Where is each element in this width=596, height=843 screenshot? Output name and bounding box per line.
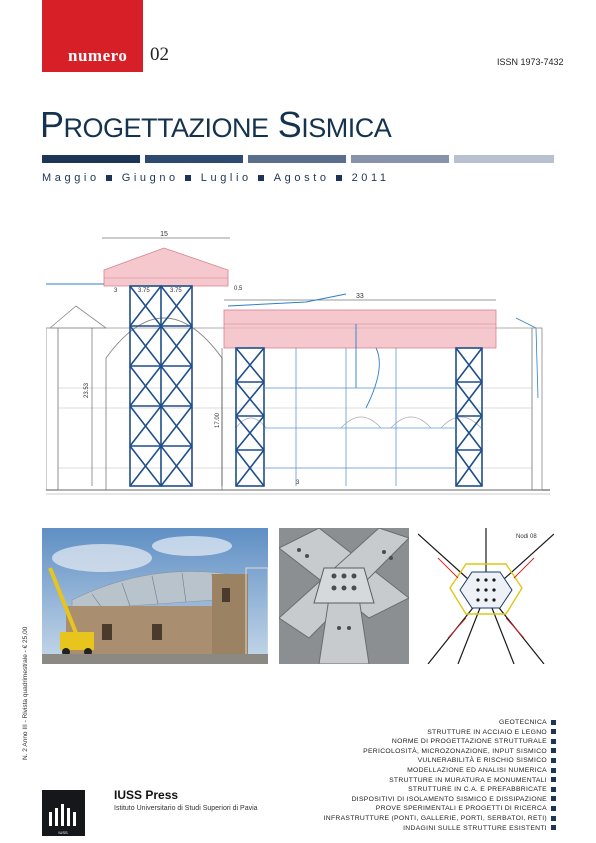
bullet-square-icon [551, 748, 556, 753]
topic-label: PERICOLOSITÀ, MICROZONAZIONE, INPUT SISMICO [363, 747, 547, 755]
title-first-rest: ROGETTAZIONE [63, 113, 269, 143]
date-separator [336, 175, 342, 181]
joint-detail-drawing [418, 528, 554, 664]
topic-label: INFRASTRUTTURE (PONTI, GALLERIE, PORTI, SERBATOI, RETI) [323, 814, 547, 822]
topic-item [324, 814, 556, 824]
bullet-square-icon [551, 816, 556, 821]
dim-c: 3.75 [170, 288, 182, 294]
dim-height-left: 23.53 [84, 382, 90, 398]
bullet-square-icon [551, 768, 556, 773]
topic-label: GEOTECNICA [499, 719, 547, 726]
iuss-logo [42, 790, 85, 836]
date-month-3: Luglio [200, 172, 252, 184]
topic-item [324, 728, 556, 738]
color-bar-4 [351, 155, 449, 163]
bullet-square-icon [551, 787, 556, 792]
topic-label: VULNERABILITÀ E RISCHIO SISMICO [417, 757, 547, 765]
issn: ISSN 1973-7432 [497, 57, 564, 67]
steel-joint-photo [279, 528, 409, 664]
bullet-square-icon [551, 777, 556, 782]
topic-item [324, 776, 556, 786]
topic-list [324, 718, 556, 833]
bullet-square-icon [551, 806, 556, 811]
topic-item [324, 804, 556, 814]
logo-text: IUSS [58, 830, 68, 835]
topic-label: STRUTTURE IN ACCIAIO E LEGNO [427, 728, 547, 736]
bullet-square-icon [551, 739, 556, 744]
date-year: 2011 [351, 172, 390, 184]
topic-label: STRUTTURE IN C.A. E PREFABBRICATE [408, 786, 547, 794]
topic-item [324, 766, 556, 776]
dim-top: 15 [160, 231, 168, 238]
topic-item [324, 718, 556, 728]
date-month-1: Maggio [42, 172, 100, 184]
topic-item [324, 737, 556, 747]
topic-label: NORME DI PROGETTAZIONE STRUTTURALE [391, 738, 547, 746]
topic-label: STRUTTURE IN MURATURA E MONUMENTALI [389, 776, 547, 784]
bullet-square-icon [551, 796, 556, 801]
detail-label: Nodi 08 [516, 534, 537, 540]
color-bar-5 [454, 155, 554, 163]
date-month-2: Giugno [121, 172, 179, 184]
topic-label: MODELLAZIONE ED ANALISI NUMERICA [407, 766, 547, 774]
date-separator [258, 175, 264, 181]
issue-label: numero [68, 46, 128, 65]
date-separator [106, 175, 112, 181]
magazine-title [40, 104, 560, 148]
bullet-square-icon [551, 825, 556, 830]
date-separator [185, 175, 191, 181]
dim-d: 0.5 [234, 286, 243, 292]
bullet-square-icon [551, 720, 556, 725]
color-bar-1 [42, 155, 140, 163]
title-second-initial: S [277, 104, 302, 145]
dim-b: 3.75 [138, 288, 150, 294]
title-first-initial: P [40, 104, 64, 145]
dim-span: 33 [356, 293, 364, 300]
bullet-square-icon [551, 758, 556, 763]
date-month-4: Agosto [273, 172, 330, 184]
color-bar-2 [145, 155, 243, 163]
dim-a: 3 [114, 288, 118, 294]
title-second-rest: ISMICA [301, 113, 392, 143]
publisher-name: IUSS Press [114, 788, 179, 802]
topic-label: DISPOSITIVI DI ISOLAMENTO SISMICO E DISSIPAZIONE [351, 795, 547, 803]
topic-item [324, 795, 556, 805]
dim-bottom: 3 [296, 480, 300, 486]
issue-price-info: N. 2 Anno III - Rivista quadrimestrale - € 25,00 [22, 626, 29, 760]
publication-dates [42, 172, 554, 184]
topic-label: PROVE SPERIMENTALI E PROGETTI DI RICERCA [375, 805, 547, 813]
color-bar-3 [248, 155, 346, 163]
topic-item [324, 747, 556, 757]
topic-item [324, 756, 556, 766]
structural-section-drawing [46, 228, 550, 506]
publisher-subtitle: Istituto Universitario di Studi Superiori di Pavia [114, 805, 258, 812]
dim-height-mid: 17.00 [215, 412, 221, 428]
topic-item [324, 824, 556, 834]
topic-item [324, 785, 556, 795]
church-reinforcement-photo [42, 528, 268, 664]
bullet-square-icon [551, 729, 556, 734]
issue-number: 02 [150, 44, 169, 65]
topic-label: INDAGINI SULLE STRUTTURE ESISTENTI [403, 824, 547, 832]
